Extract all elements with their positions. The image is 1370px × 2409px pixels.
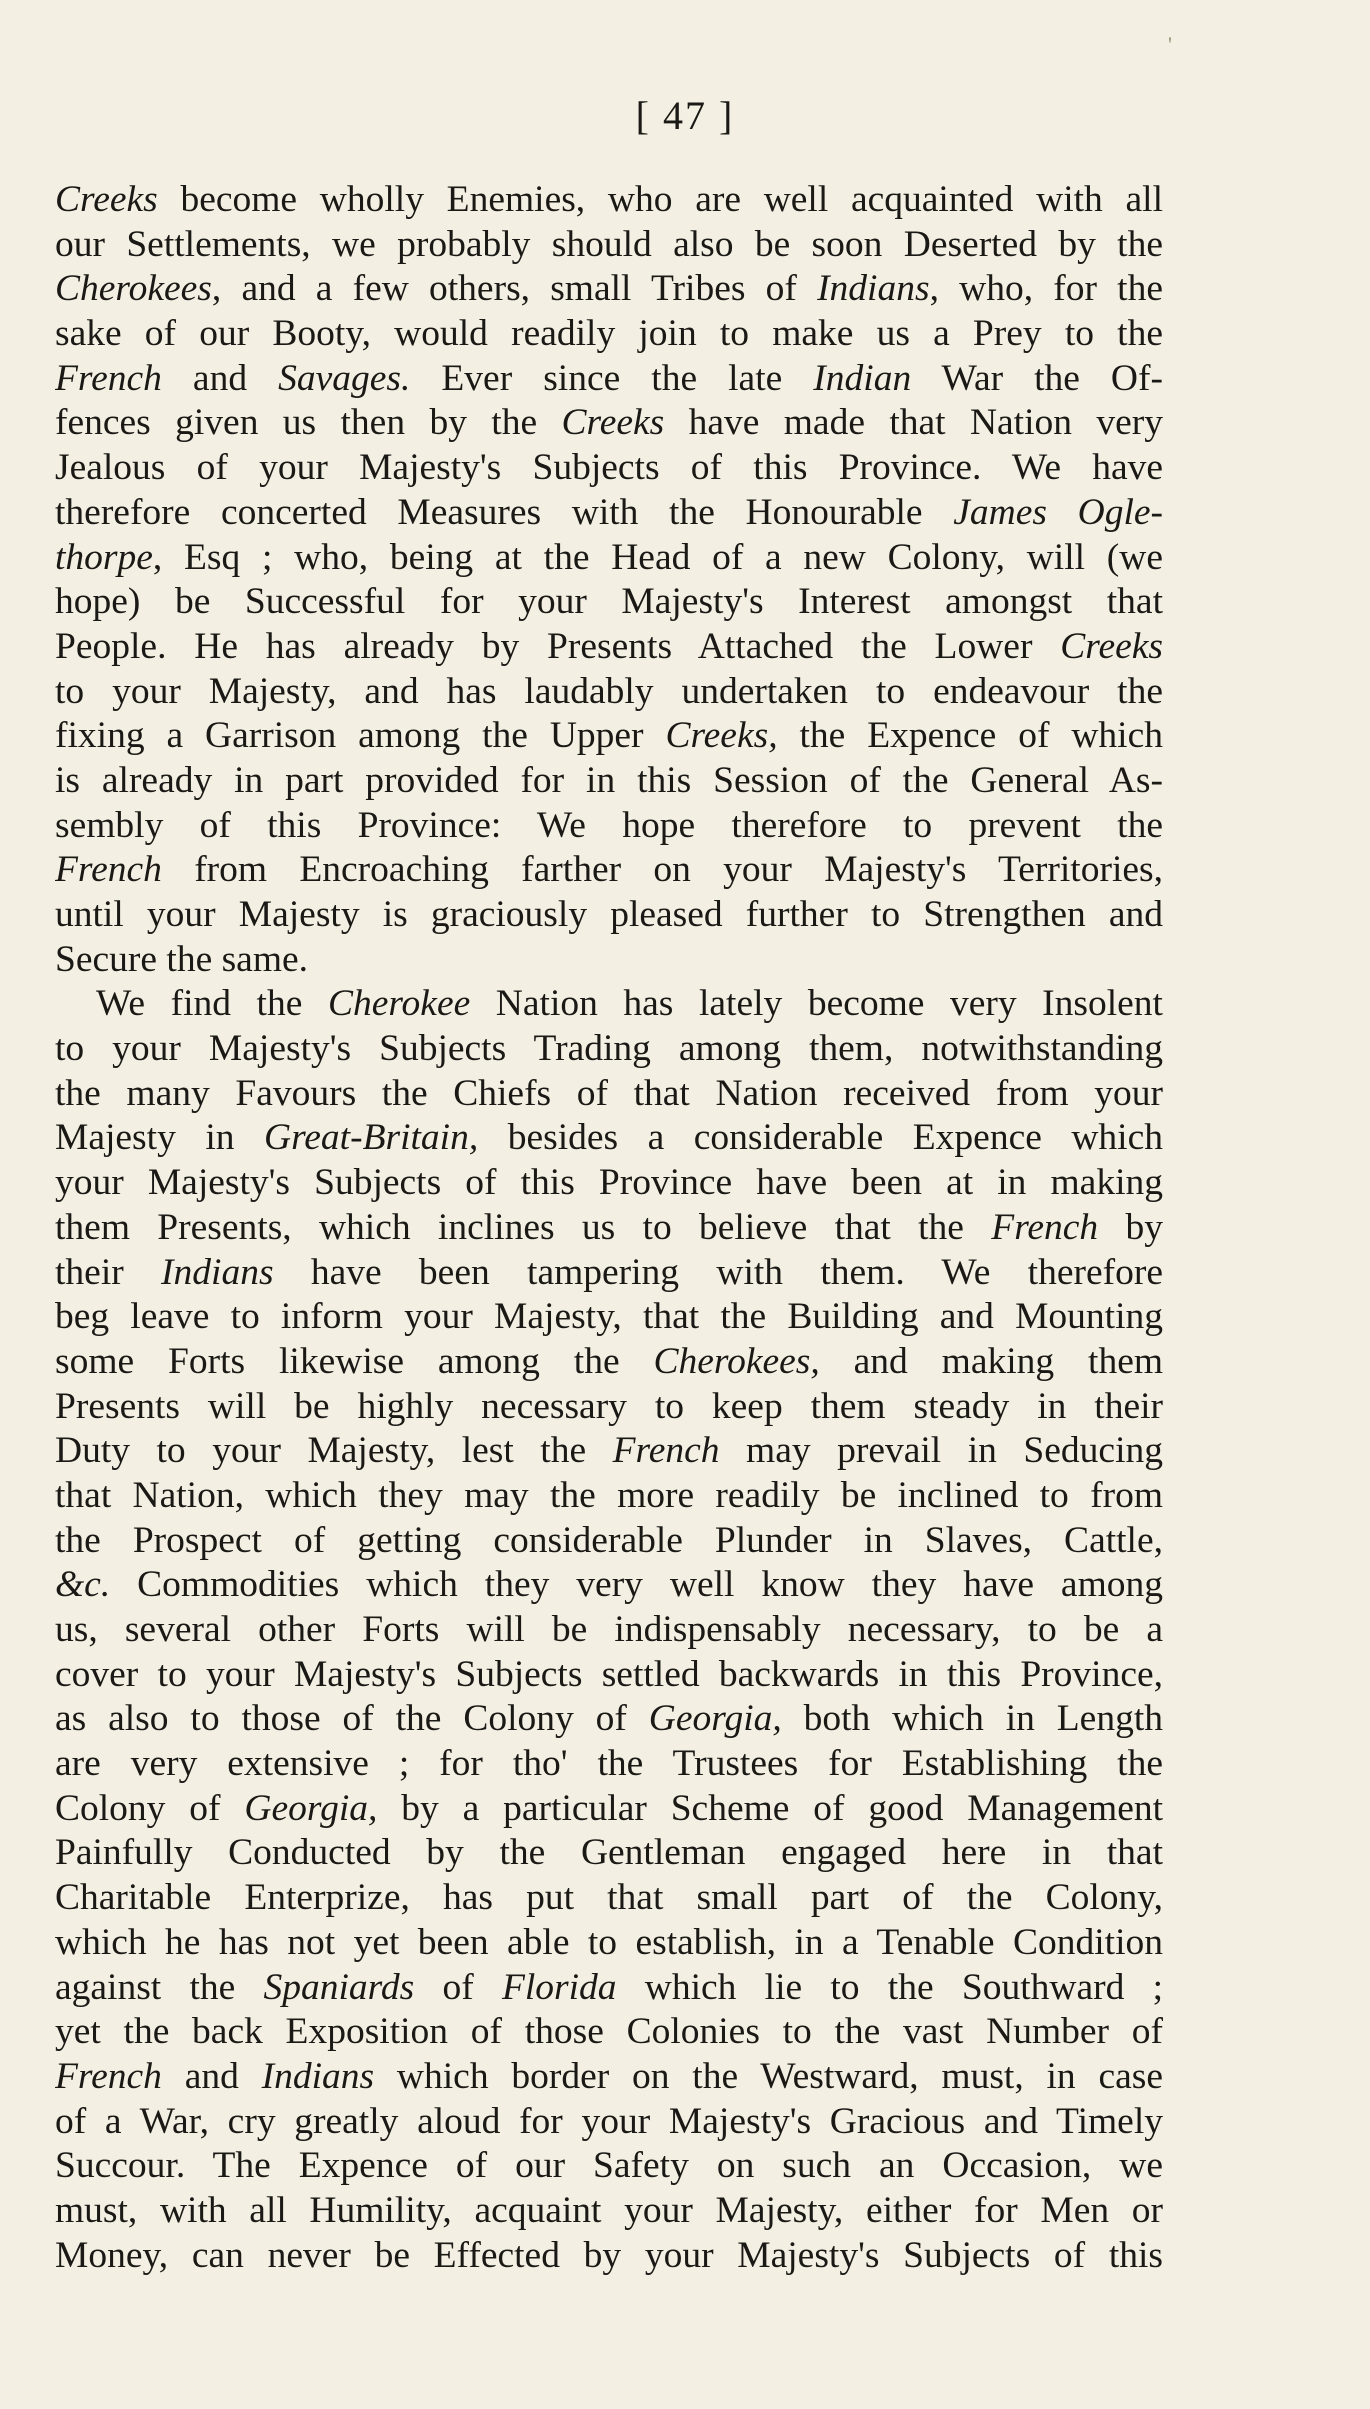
text-line [55, 1429, 1163, 1474]
text-run: the many Favours the Chiefs of that Nation received from your [55, 1072, 1163, 1114]
text-line [55, 759, 1163, 804]
text-line [55, 804, 1163, 849]
italic-run: Indians [261, 2055, 375, 2097]
text-run: We find the [96, 983, 328, 1025]
text-run: which lie to the Southward ; [616, 1966, 1163, 2008]
text-line [55, 1653, 1163, 1698]
text-run: Presents will be highly necessary to keep them steady in their [55, 1385, 1163, 1427]
page-number: [ 47 ] [635, 93, 735, 138]
text-run: Jealous of your Majesty's Subjects of this Province. We have [55, 447, 1163, 489]
text-line [55, 1876, 1163, 1921]
text-run: , Esq ; who, being at the Head of a new Colony, will (we [152, 536, 1163, 578]
text-line [55, 1563, 1163, 1608]
text-line [55, 1921, 1163, 1966]
italic-run: Indians [161, 1251, 274, 1293]
italic-run: Cherokee [327, 983, 471, 1025]
text-run: yet the back Exposition of those Colonies to the vast Number of [55, 2011, 1163, 2053]
text-line [55, 2144, 1163, 2189]
text-run: Majesty in [55, 1117, 264, 1159]
text-run: , and a few others, small Tribes of [211, 268, 818, 310]
text-run: their [55, 1251, 162, 1293]
italic-run: &c. [55, 1564, 111, 1606]
text-line [55, 670, 1163, 715]
text-line [55, 1742, 1163, 1787]
italic-run: Great-Britain, [264, 1117, 479, 1159]
text-run: them Presents, which inclines us to believe that the [55, 1206, 992, 1248]
text-run: that Nation, which they may the more readily be inclined to from [55, 1474, 1163, 1516]
text-line [55, 1206, 1163, 1251]
text-line [55, 580, 1163, 625]
italic-run: thorpe [55, 536, 153, 578]
body-text [55, 178, 1163, 2278]
text-run: and [161, 2055, 262, 2097]
text-line [55, 1385, 1163, 1430]
italic-run: Creeks [561, 402, 665, 444]
text-run: of [414, 1966, 502, 2008]
text-run: is already in part provided for in this Session of the General As- [55, 759, 1163, 801]
text-run: which he has not yet been able to establish, in a Tenable Condition [55, 1921, 1163, 1963]
text-run: Succour. The Expence of our Safety on such an Occasion, we [55, 2145, 1163, 2187]
text-line [55, 1474, 1163, 1519]
text-line [55, 312, 1163, 357]
text-run: therefore concerted Measures with the Honourable [55, 491, 954, 533]
corner-mark: ' [1168, 32, 1172, 57]
text-line [55, 2055, 1163, 2100]
text-line [55, 536, 1163, 581]
text-line [55, 178, 1163, 223]
text-line [55, 1072, 1163, 1117]
italic-run: French [55, 2055, 162, 2097]
italic-run: Georgia, [648, 1698, 782, 1740]
text-run: Commodities which they very well know they have among [110, 1564, 1163, 1606]
text-run: the Prospect of getting considerable Plunder in Slaves, Cattle, [55, 1519, 1163, 1561]
text-line [55, 1966, 1163, 2011]
text-run: Ever since the late [410, 357, 814, 399]
text-run: become wholly Enemies, who are well acquainted with all [157, 179, 1163, 220]
text-run: the Expence of which [777, 715, 1163, 757]
text-line [55, 2010, 1163, 2055]
text-line [55, 982, 1163, 1027]
text-run: fixing a Garrison among the Upper [55, 715, 666, 757]
italic-run: Florida [501, 1966, 617, 2008]
text-run: sembly of this Province: We hope therefore to prevent the [55, 804, 1163, 846]
text-run: besides a considerable Expence which [478, 1117, 1163, 1159]
text-line [55, 1340, 1163, 1385]
text-line [55, 848, 1163, 893]
text-line [55, 625, 1163, 670]
italic-run: Spaniards [263, 1966, 415, 2008]
italic-run: Indians [817, 268, 930, 310]
text-run: must, with all Humility, acquaint your Majesty, either for Men or [55, 2189, 1163, 2231]
text-line [55, 1787, 1163, 1832]
text-line [55, 2189, 1163, 2234]
text-line [55, 357, 1163, 402]
text-run: until your Majesty is graciously pleased further to Strengthen and [55, 894, 1163, 935]
text-line [55, 267, 1163, 312]
text-run: as also to those of the Colony of [55, 1698, 649, 1740]
italic-run: Cherokees, [653, 1340, 820, 1382]
text-line [55, 1295, 1163, 1340]
text-line [55, 491, 1163, 536]
text-line [55, 893, 1163, 938]
text-run: from Encroaching farther on your Majesty's Territories, [161, 849, 1163, 891]
text-run: may prevail in Seducing [719, 1430, 1163, 1472]
text-line [55, 223, 1163, 268]
italic-run: French [612, 1430, 720, 1472]
text-run: Colony of [55, 1787, 245, 1829]
text-line [55, 401, 1163, 446]
text-line [55, 1697, 1163, 1742]
text-run: have made that Nation very [664, 402, 1163, 444]
text-run: to your Majesty, and has laudably undertaken to endeavour the [55, 670, 1163, 712]
text-run: by [1098, 1206, 1163, 1248]
text-line [55, 2100, 1163, 2145]
text-run: People. He has already by Presents Attached the Lower [55, 625, 1061, 667]
text-line [55, 1116, 1163, 1161]
text-run: are very extensive ; for tho' the Trustees for Establishing the [55, 1743, 1163, 1785]
text-run: have been tampering with them. We therefore [273, 1251, 1163, 1293]
text-run: of a War, cry greatly aloud for your Majesty's Gracious and Timely [55, 2100, 1163, 2142]
text-run: Charitable Enterprize, has put that small part of the Colony, [55, 1877, 1163, 1919]
text-run: against the [55, 1966, 264, 2008]
text-line [55, 1161, 1163, 1206]
italic-run: French [55, 357, 162, 399]
italic-run: French [991, 1206, 1099, 1248]
text-run: hope) be Successful for your Majesty's Interest amongst that [55, 581, 1163, 623]
text-run: Money, can never be Effected by your Majesty's Subjects of this [55, 2234, 1163, 2276]
italic-run: Indian [813, 357, 912, 399]
text-run: some Forts likewise among the [55, 1340, 654, 1382]
text-line [55, 1831, 1163, 1876]
italic-run: Savages. [278, 357, 411, 399]
italic-run: Creeks, [665, 715, 778, 757]
text-line [55, 1027, 1163, 1072]
italic-run: French [55, 849, 162, 891]
text-run: Secure the same. [55, 938, 309, 980]
text-run: fences given us then by the [55, 402, 562, 444]
text-line [55, 446, 1163, 491]
text-line [55, 714, 1163, 759]
text-run: Duty to your Majesty, lest the [55, 1430, 613, 1472]
italic-run: Cherokees [55, 268, 212, 310]
italic-run: James Ogle- [953, 491, 1163, 533]
text-run: War the Of- [911, 357, 1163, 399]
text-run: Painfully Conducted by the Gentleman engaged here in that [55, 1832, 1163, 1874]
text-line [55, 938, 1163, 983]
text-line [55, 1608, 1163, 1653]
italic-run: Creeks [55, 179, 158, 220]
text-run: both which in Length [781, 1698, 1163, 1740]
text-run: our Settlements, we probably should also be soon Deserted by the [55, 223, 1163, 265]
text-run: to your Majesty's Subjects Trading among them, notwithstanding [55, 1028, 1163, 1070]
italic-run: Georgia, [244, 1787, 378, 1829]
text-line [55, 1251, 1163, 1296]
text-run: and making them [819, 1340, 1163, 1382]
text-run: and [161, 357, 279, 399]
text-run: which border on the Westward, must, in case [374, 2055, 1163, 2097]
text-run: sake of our Booty, would readily join to make us a Prey to the [55, 313, 1163, 355]
text-line [55, 1519, 1163, 1564]
text-run: us, several other Forts will be indispensably necessary, to be a [55, 1609, 1163, 1650]
text-run: your Majesty's Subjects of this Province have been at in making [55, 1162, 1163, 1204]
text-line [55, 2234, 1163, 2279]
text-run: beg leave to inform your Majesty, that the Building and Mounting [55, 1296, 1163, 1338]
text-run: Nation has lately become very Insolent [470, 983, 1163, 1025]
text-run: cover to your Majesty's Subjects settled backwards in this Province, [55, 1653, 1163, 1695]
italic-run: Creeks [1060, 625, 1163, 667]
text-run: , who, for the [929, 268, 1163, 310]
text-run: by a particular Scheme of good Management [377, 1787, 1163, 1829]
